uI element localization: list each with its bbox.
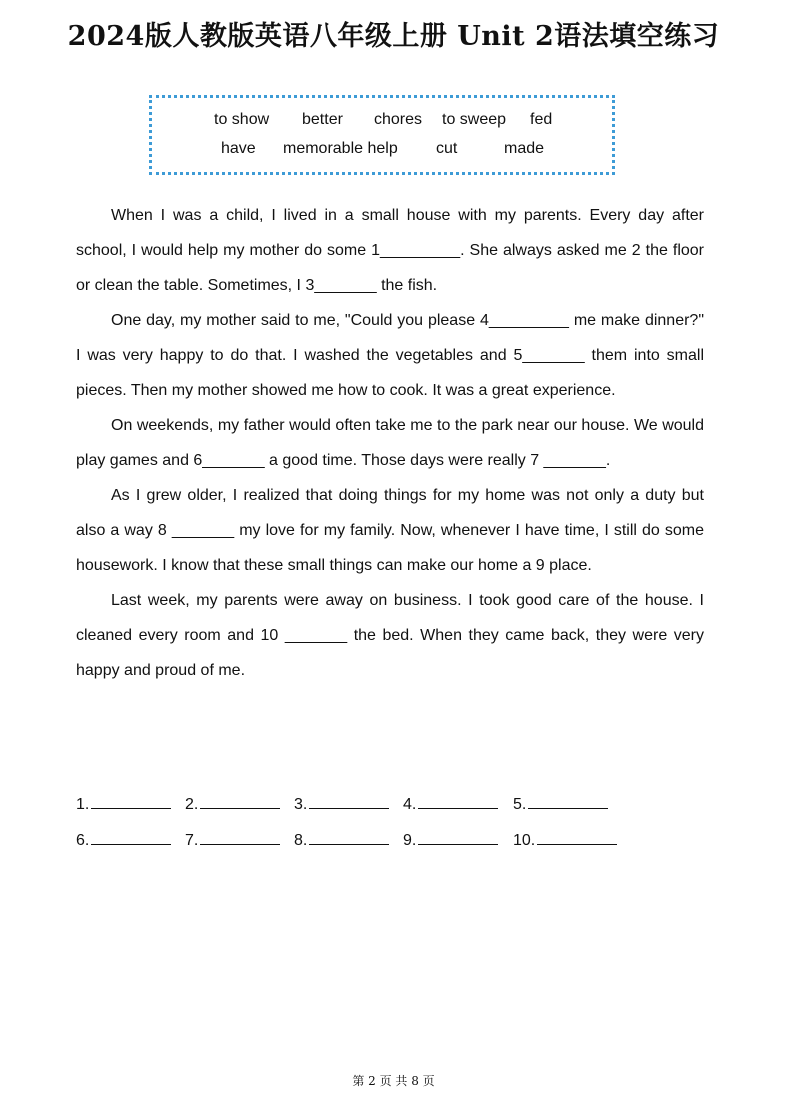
passage: [76, 198, 704, 688]
answer-line[interactable]: [309, 830, 389, 845]
answer-line[interactable]: [528, 794, 608, 809]
word-bank-row-2: [152, 140, 612, 160]
answer-blank[interactable]: [185, 830, 280, 850]
word-bank-item: memorable help: [283, 140, 398, 157]
answer-blank[interactable]: [403, 794, 498, 814]
word-bank-item: better: [302, 111, 343, 128]
answer-line[interactable]: [309, 794, 389, 809]
word-bank-item: to show: [214, 111, 270, 128]
paragraph: Last week, my parents were away on business. I took good care of the house. I cleaned every room and 10 _______ the bed. When they came back, they were very happy and proud of me.: [76, 592, 704, 679]
answer-line[interactable]: [418, 794, 498, 809]
paragraph: On weekends, my father would often take me to the park near our house. We would play games and 6_______ a good time. Those days were really 7 _______.: [76, 417, 704, 469]
answer-number: 3.: [294, 796, 308, 813]
answer-blank[interactable]: [185, 794, 280, 814]
answer-blank[interactable]: [76, 830, 171, 850]
paragraph: When I was a child, I lived in a small house with my parents. Every day after school, I would help my mother do some 1_________. She always asked me 2 the floor or clean the table. Sometimes, I 3_______ the fish.: [76, 207, 704, 294]
answer-number: 4.: [403, 796, 417, 813]
answer-blank[interactable]: [76, 794, 171, 814]
word-bank-row-1: [152, 111, 612, 131]
answer-number: 10.: [513, 832, 536, 849]
answer-line[interactable]: [200, 794, 280, 809]
page-title: 2024版人教版英语八年级上册 Unit 2语法填空练习: [67, 21, 720, 52]
answer-line[interactable]: [537, 830, 617, 845]
answer-blank[interactable]: [513, 830, 617, 850]
word-bank-item: chores: [374, 111, 423, 128]
answer-blank[interactable]: [403, 830, 498, 850]
answer-blank[interactable]: [294, 830, 389, 850]
paragraph: As I grew older, I realized that doing things for my home was not only a duty but also a way 8 _______ my love for my family. Now, whenever I have time, I still do some housework. I know that these small things can make our home a 9 place.: [76, 487, 704, 574]
word-bank-item: fed: [530, 111, 553, 128]
answer-blank[interactable]: [513, 794, 608, 814]
answer-number: 5.: [513, 796, 527, 813]
answer-number: 7.: [185, 832, 199, 849]
answer-line[interactable]: [418, 830, 498, 845]
answer-row-1: [76, 794, 716, 830]
answer-blank[interactable]: [294, 794, 389, 814]
word-bank-item: cut: [436, 140, 458, 157]
answer-number: 9.: [403, 832, 417, 849]
page-footer: 第 2 页 共 8 页: [352, 1074, 435, 1088]
answer-line[interactable]: [91, 794, 171, 809]
word-bank-item: have: [221, 140, 256, 157]
answer-number: 2.: [185, 796, 199, 813]
answer-section: [76, 794, 716, 866]
answer-row-2: [76, 830, 716, 866]
answer-number: 8.: [294, 832, 308, 849]
answer-line[interactable]: [200, 830, 280, 845]
word-bank-item: made: [504, 140, 545, 157]
paragraph: One day, my mother said to me, "Could you please 4_________ me make dinner?" I was very happy to do that. I washed the vegetables and 5_______ them into small pieces. Then my mother showed me how to cook. It was a great experience.: [76, 312, 704, 399]
word-bank-box: [149, 95, 615, 175]
word-bank-item: to sweep: [442, 111, 507, 128]
answer-number: 6.: [76, 832, 90, 849]
answer-number: 1.: [76, 796, 90, 813]
answer-line[interactable]: [91, 830, 171, 845]
